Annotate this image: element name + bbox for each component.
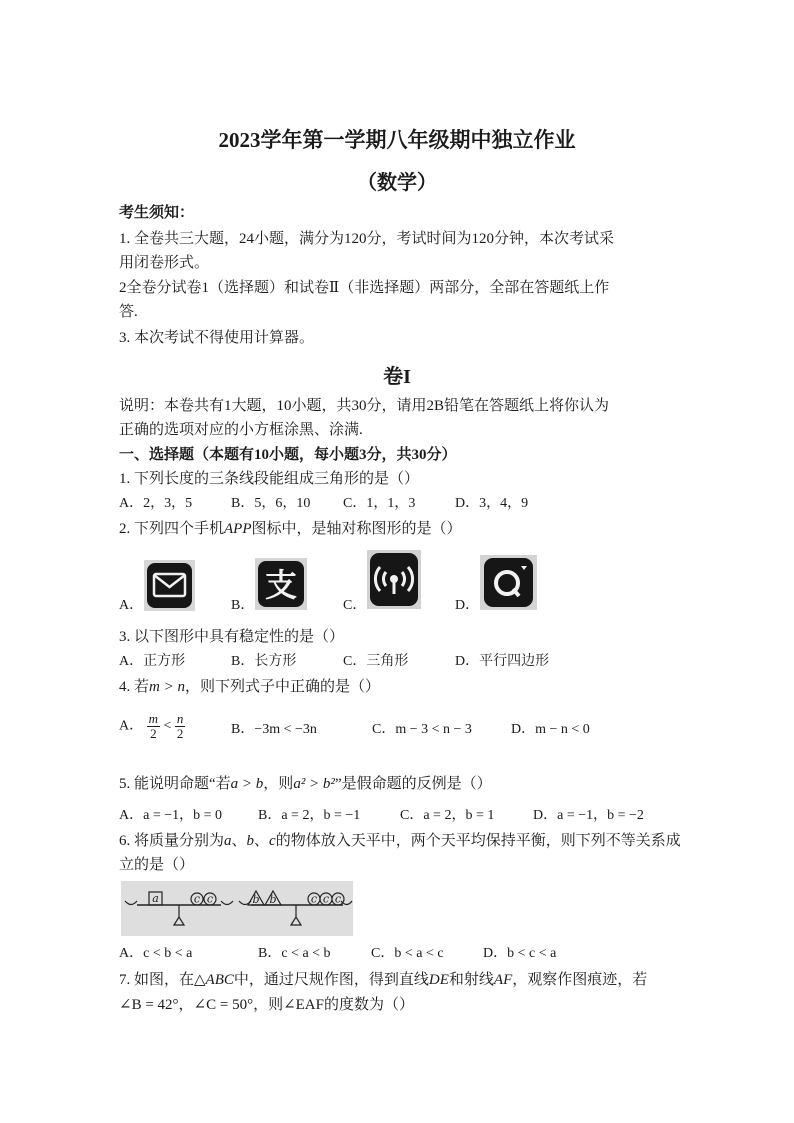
q3-option-a: A．正方形 — [119, 654, 186, 669]
q4-stem-a: 4. 若 — [119, 679, 150, 695]
notice-line-2a: 2全卷分试卷1（选择题）和试卷Ⅱ（非选择题）两部分，全部在答题纸上作 — [119, 280, 610, 296]
q4-option-a — [119, 712, 185, 741]
scale1-label-c1: c — [193, 892, 201, 906]
q6-var-a: a — [224, 833, 232, 849]
q4-less-than: < — [163, 718, 172, 734]
q6-sep-2: 、 — [254, 833, 270, 849]
q7-stem-b: 中，通过尺规作图，得到直线 — [233, 972, 429, 988]
q5-stem-b: ，则 — [263, 776, 294, 792]
scale2-label-c2: c — [322, 892, 330, 906]
wifi-app-icon — [367, 550, 421, 609]
q7-stem-line-2: ∠B = 42°，∠C = 50°，则∠EAF的度数为（） — [119, 997, 414, 1013]
q7-stem-d: ，观察作图痕迹，若 — [512, 972, 648, 988]
q1-stem: 1. 下列长度的三条线段能组成三角形的是（） — [119, 471, 420, 487]
q7-af: AF — [493, 972, 513, 988]
q2-stem-app: APP — [224, 521, 252, 537]
q6-stem-line-1 — [119, 831, 681, 851]
q4-frac-den-2: 2 — [176, 726, 184, 741]
q4-stem — [119, 677, 380, 697]
q6-var-c: c — [269, 833, 276, 849]
q2-stem-b: 图标中，是轴对称图形的是（） — [251, 521, 462, 537]
balance-scales-figure — [121, 881, 353, 936]
q3-option-d: D．平行四边形 — [455, 654, 550, 669]
q6-option-c: C．b < a < c — [371, 946, 444, 961]
search-q-app-icon — [480, 555, 537, 610]
q5-stem-c: ”是假命题的反例是（） — [334, 776, 492, 792]
q7-stem-c: 和射线 — [448, 972, 494, 988]
q6-option-d: D．b < c < a — [483, 946, 557, 961]
mail-app-icon — [144, 560, 195, 611]
q6-var-b: b — [246, 833, 255, 849]
page-title: 2023学年第一学期八年级期中独立作业 — [218, 128, 576, 152]
paper1-heading: 卷I — [383, 366, 411, 388]
notice-line-2b: 答. — [119, 304, 138, 320]
q4-stem-math: m > n — [149, 679, 185, 695]
q6-stem-line-2: 立的是（） — [119, 857, 195, 873]
q7-abc: ABC — [205, 972, 234, 988]
q3-stem: 3. 以下图形中具有稳定性的是（） — [119, 629, 345, 645]
q5-stem-math2: a² > b² — [293, 776, 335, 792]
q7-de: DE — [428, 972, 449, 988]
q2-stem-a: 2. 下列四个手机 — [119, 521, 225, 537]
q4-stem-b: ，则下列式子中正确的是（） — [184, 679, 380, 695]
q4-frac-num-n: n — [176, 711, 184, 726]
q2-option-a: A． — [119, 598, 144, 613]
q4-fraction-m — [147, 712, 160, 741]
q7-stem-line-1 — [119, 970, 647, 990]
q5-option-a: A．a = −1，b = 0 — [119, 808, 223, 823]
page-subtitle: （数学） — [357, 172, 437, 194]
q2-option-c: C． — [343, 598, 367, 613]
q6-stem-b: 的物体放入天平中，两个天平均保持平衡，则下列不等关系成 — [275, 833, 681, 849]
paper1-desc-b: 正确的选项对应的小方框涂黑、涂满. — [119, 422, 363, 438]
q5-stem-math1: a > b — [230, 776, 264, 792]
section-heading: 一、选择题（本题有10小题，每小题3分，共30分） — [119, 447, 457, 463]
scale2-label-b1: b — [252, 893, 260, 906]
q2-option-b: B． — [231, 598, 255, 613]
scale2-label-b2: b — [269, 893, 277, 906]
scale1-label-a: a — [152, 892, 159, 905]
q6-sep-1: 、 — [231, 833, 247, 849]
q5-option-b: B．a = 2，b = −1 — [258, 808, 361, 823]
scale2-label-c3: c — [334, 892, 342, 906]
alipay-app-icon — [255, 558, 307, 610]
q3-option-b: B．长方形 — [231, 654, 297, 669]
q1-option-a: A．2，3，5 — [119, 496, 193, 511]
q1-option-b: B．5，6，10 — [231, 496, 311, 511]
q5-option-d: D．a = −1，b = −2 — [533, 808, 644, 823]
q1-option-c: C．1，1，3 — [343, 496, 416, 511]
scale2-label-c1: c — [310, 892, 318, 906]
q3-option-c: C．三角形 — [343, 654, 409, 669]
scale1-label-c2: c — [206, 892, 214, 906]
q2-option-d: D． — [455, 598, 480, 613]
q5-option-c: C．a = 2，b = 1 — [400, 808, 495, 823]
q7-stem-a: 7. 如图，在△ — [119, 972, 206, 988]
q6-option-b: B．c < a < b — [258, 946, 331, 961]
q6-stem-a: 6. 将质量分别为 — [119, 833, 225, 849]
q2-stem — [119, 519, 462, 539]
q4-option-c: C．m − 3 < n − 3 — [372, 722, 472, 737]
q4-frac-num-m: m — [148, 711, 159, 726]
notice-line-1a: 1. 全卷共三大题，24小题，满分为120分，考试时间为120分钟，本次考试采 — [119, 231, 615, 247]
q4-option-d: D．m − n < 0 — [511, 722, 590, 737]
alipay-glyph: 支 — [264, 566, 298, 604]
q5-stem-a: 5. 能说明命题“若 — [119, 776, 231, 792]
q4-option-b: B．−3m < −3n — [231, 722, 317, 737]
paper1-desc-a: 说明：本卷共有1大题，10小题，共30分，请用2B铅笔在答题纸上将你认为 — [119, 398, 610, 414]
q6-option-a: A．c < b < a — [119, 946, 193, 961]
q4-fraction-n — [175, 712, 186, 741]
q4-frac-den-1: 2 — [150, 726, 157, 741]
q1-option-d: D．3，4，9 — [455, 496, 529, 511]
q5-stem — [119, 774, 492, 794]
q4-option-a-label: A． — [119, 718, 144, 734]
notice-heading: 考生须知： — [119, 205, 195, 221]
notice-line-3: 3. 本次考试不得使用计算器。 — [119, 330, 315, 346]
notice-line-1b: 用闭卷形式。 — [119, 255, 210, 271]
